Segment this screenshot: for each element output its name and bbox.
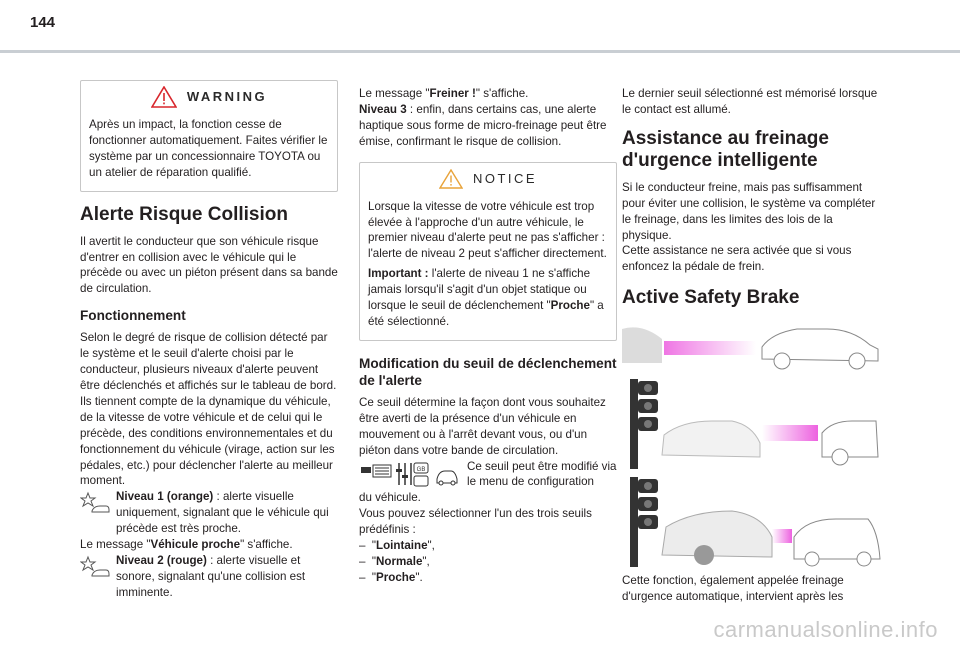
msg1-prefix: Le message "	[80, 538, 151, 552]
modification-p3: Vous pouvez sélectionner l'un des trois seuils prédéfinis :	[359, 507, 592, 537]
column-2	[359, 86, 617, 586]
notice-text: Lorsque la vitesse de votre véhicule est trop élevée à l'approche d'un autre véhicule, le premier niveau d'alerte peut ne pas s'afficher : l'alerte de niveau 2 peut s'afficher directement.	[368, 199, 607, 261]
important-text: l'alerte de niveau 1 ne s'affiche jamais lorsqu'il s'agit d'un objet statique ou lorsque le seuil de déclenchement "	[368, 267, 591, 313]
section-heading-alerte: Alerte Risque Collision	[80, 203, 288, 225]
niveau-3-text: : enfin, dans certains cas, une alerte haptique sous forme de micro-freinage peut être émise, confirmant le risque de collision.	[359, 102, 607, 148]
message-freiner	[359, 86, 617, 102]
niveau-2-label: Niveau 2 (rouge)	[116, 553, 207, 567]
fonctionnement-p2: Ils tiennent compte de la dynamique du véhicule, de la vitesse de votre véhicule et de celui qui le précède, des conditions environnementales et du fonctionnement du véhicule (virage, action sur les pédales, etc.) pour déclencher l'alerte au meilleur moment.	[80, 394, 335, 488]
option-lointaine: Lointaine	[376, 539, 428, 553]
option-item: – "Proche".	[359, 570, 423, 584]
niveau-1-label: Niveau 1 (orange)	[116, 490, 214, 504]
notice-important	[368, 266, 608, 330]
assist-p2: Cette assistance ne sera activée que si vous enfoncez la pédale de frein.	[622, 244, 852, 274]
alerte-intro: Il avertit le conducteur que son véhicule risque d'entrer en collision avec le véhicule qui le précède ou avec un piéton présent dans sa bande de circulation.	[80, 234, 338, 296]
warning-triangle-icon	[151, 86, 177, 108]
emergency-braking-illustration	[622, 475, 882, 567]
important-word: Proche	[550, 299, 590, 313]
assist-p1: Si le conducteur freine, mais pas suffisamment pour éviter une collision, le système va compléter le freinage, dans les limites des lois de la physique.	[622, 180, 876, 242]
msg2-prefix: Le message "	[359, 87, 430, 100]
subheading-modification: Modification du seuil de déclenchement de l'alerte	[359, 355, 617, 388]
column-3	[622, 86, 880, 605]
niveau-1-text: : alerte visuelle uniquement, signalant que le véhicule qui précède est très proche.	[116, 490, 329, 536]
modification-p2-cont: du véhicule.	[359, 491, 421, 505]
option-proche: Proche	[376, 570, 416, 584]
niveau-3-item	[359, 102, 617, 150]
section-heading-asb: Active Safety Brake	[622, 287, 800, 309]
message-vehicule-proche	[80, 537, 338, 553]
warning-text: Après un impact, la fonction cesse de fonctionner automatiquement. Faites vérifier le système par un concessionnaire TOYOTA ou un atelier de réparation qualifié.	[89, 118, 328, 179]
header-divider	[0, 50, 960, 53]
col3-top: Le dernier seuil sélectionné est mémorisé lorsque le contact est allumé.	[622, 87, 878, 116]
option-normale: Normale	[376, 554, 423, 568]
modification-p1: Ce seuil détermine la façon dont vous souhaitez être averti de la présence d'un véhicule en mouvement ou à l'arrêt devant vous, ou d'un piéton dans votre bande de circulation.	[359, 395, 606, 457]
msg1-suffix: " s'affiche.	[240, 538, 293, 552]
notice-box	[359, 162, 617, 341]
option-item: – "Normale",	[359, 554, 430, 568]
niveau-2-item	[80, 553, 338, 601]
msg2-emphasis: Freiner !	[429, 87, 476, 100]
msg2-suffix: " s'affiche.	[475, 87, 529, 100]
section-heading-assistance: Assistance au freinage d'urgence intelligente	[622, 127, 829, 171]
important-end: " a été sélectionné.	[368, 299, 604, 328]
niveau-3-label: Niveau 3	[359, 102, 407, 116]
niveau-2-text: : alerte visuelle et sonore, signalant qu'une collision est imminente.	[116, 553, 306, 599]
collision-alert-icon	[80, 489, 110, 515]
warning-box	[80, 80, 338, 192]
notice-title: NOTICE	[472, 170, 538, 186]
niveau-1-item	[80, 489, 338, 537]
traffic-light-warning-illustration	[622, 377, 882, 469]
subheading-fonctionnement: Fonctionnement	[80, 308, 186, 324]
page-number: 144	[30, 14, 56, 31]
notice-triangle-icon	[439, 169, 463, 189]
asb-text: Cette fonction, également appelée freinage d'urgence automatique, intervient après les	[622, 574, 844, 604]
fonctionnement-p1: Selon le degré de risque de collision détecté par le système et le seuil d'alerte choisi par le conducteur, plusieurs niveaux d'alerte peuvent être déclenchés et affichés sur le tableau de bord.	[80, 331, 337, 392]
gb-label: GB	[416, 466, 426, 473]
modification-p2-right: Ce seuil peut être modifié via le menu de configuration	[467, 459, 617, 489]
warning-title: WARNING	[186, 89, 268, 105]
important-label: Important :	[368, 267, 429, 281]
option-item: – "Lointaine",	[359, 539, 435, 553]
watermark: carmanualsonline.info	[713, 617, 938, 642]
car-approach-illustration	[622, 319, 882, 371]
vehicle-settings-icons	[359, 459, 461, 489]
collision-alert-icon	[80, 553, 110, 579]
column-1	[80, 70, 338, 601]
msg1-emphasis: Véhicule proche	[150, 538, 241, 552]
config-row	[359, 459, 617, 491]
